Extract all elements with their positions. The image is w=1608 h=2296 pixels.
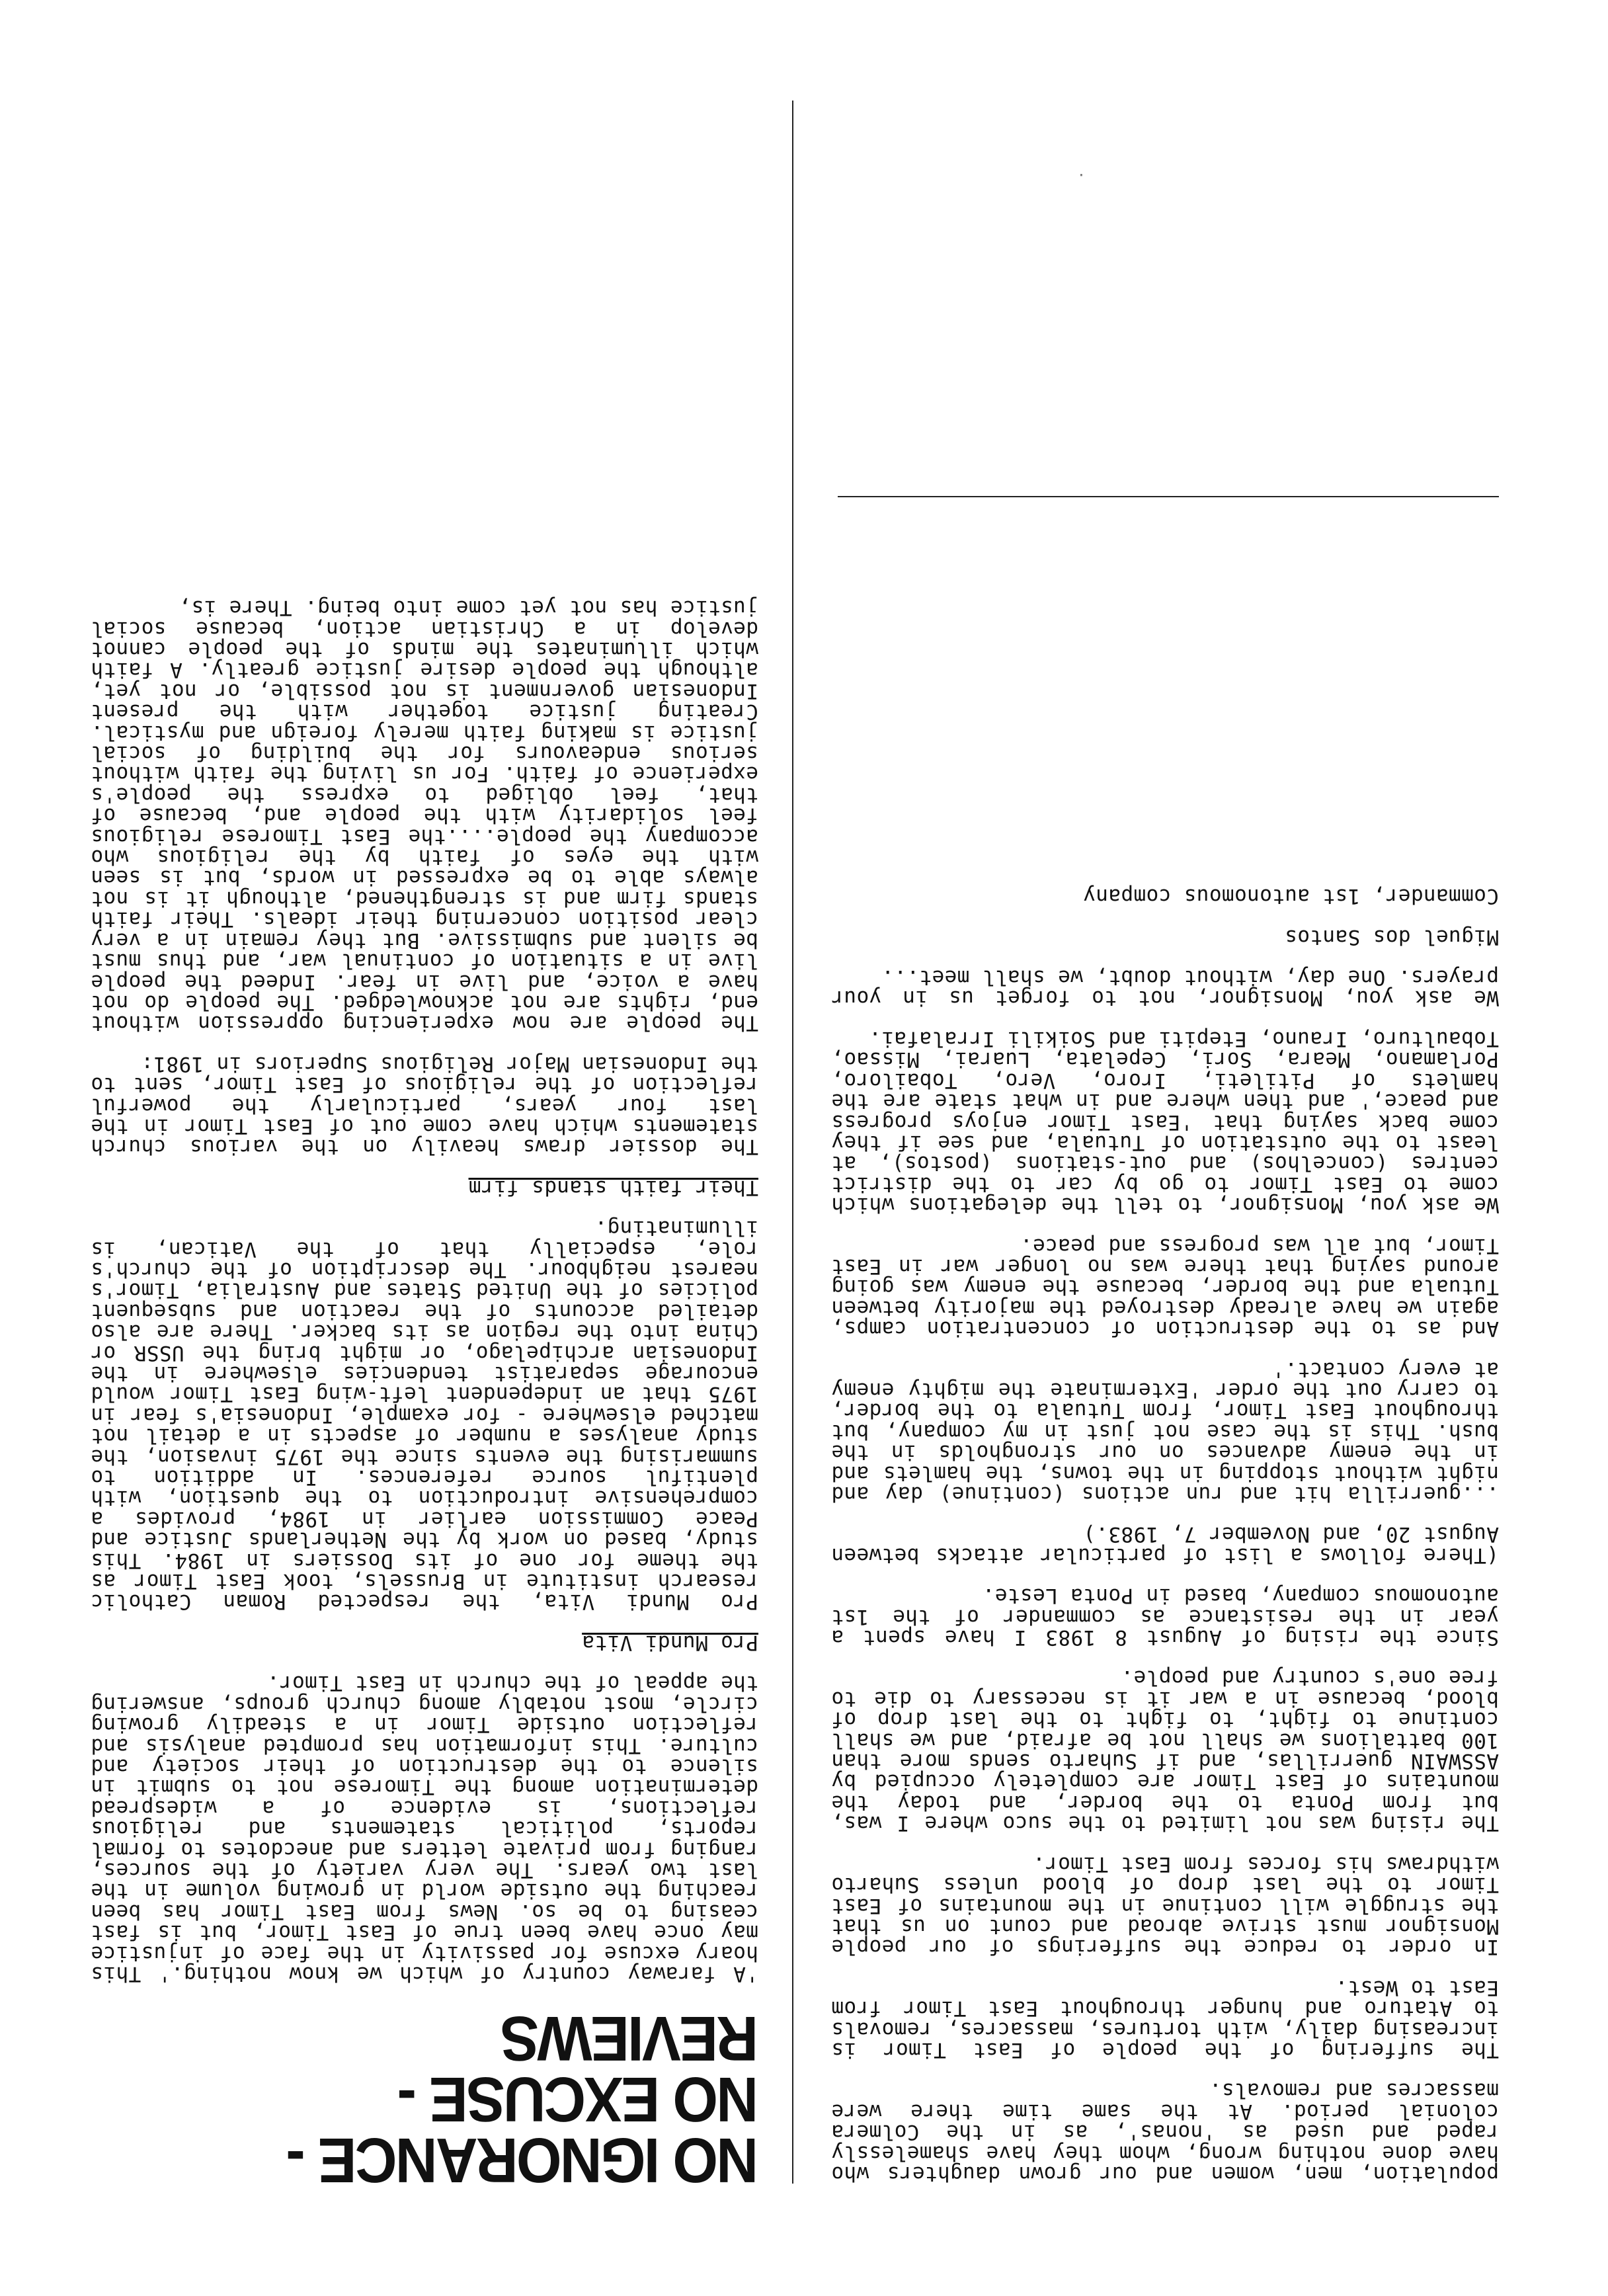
letter-paragraph-1: population, men, women and our grown daughters who have done nothing wrong, whom they have shamelessly raped and used as 'nonas', as in the Colmera colonial period. At the same time there were massacres and removals. (831, 2078, 1499, 2186)
signature-name: Miguel dos Santos (1284, 924, 1499, 949)
letter-paragraph-8: And as to the destruction of concentration camps, again we have already destroyed the majority between Tutuala and the border, because the enemy was going around saying that there was no longer war in East Timor, but all was progress and peace. (831, 1233, 1499, 1341)
right-column (91, 577, 758, 2195)
faith-paragraph-1: The dossier draws heavily on the various church statements which have come out of East Timor in the last four years, particularly the powerful reflection of the religious of East Timor, sent to the Indonesian Major Religious Superiors in 1981: (91, 1051, 758, 1159)
left-column (831, 866, 1499, 2184)
letter-paragraph-4: The rising was not limited to the suco where I was, but from Ponta to the border, and today the mountains of East Timor are completely occupied by ASSWAIN guerrillas, and if Suharto sends more than 100 battalions we shall not be afraid, and we shall continue to fight, to fight to the last drop of blood, because in a war it is necessary to die to free one's country and people. (831, 1666, 1499, 1836)
signature-divider (838, 496, 1499, 497)
letter-paragraph-6: (There follows a list of particular attacks between August 20, and November 7, 1983.) (831, 1522, 1499, 1567)
letter-paragraph-10: We ask you, Monsignor, not to forget us in your prayers. One day, without doubt, we shall meet... (831, 965, 1499, 1010)
letter-paragraph-5: Since the rising of August 8 1983 I have spent a year in the resistance as commander of the 1st autonomous company, based in Ponta Leste. (831, 1584, 1499, 1650)
pro-mundi-paragraph: Pro Mundi Vita, the respected Roman Catholic research institute in Brussels, took East Timor as the theme for one of its Dossiers in 1984. This study, based on work by the Netherlands Justice and Peace Commission earlier in 1984, provides a comprehensive introduction to the question, with plentiful source references. In addition to summarising the events since the 1975 invasion, the study analyses a number of aspects in a detail not matched elsewhere - for example, Indonesia's fear in 1975 that an independent left-wing East Timor would encourage separatist tendencies elsewhere in the Indonesian archipelago, or might bring the USSR or China into the region as its backer. There are also detailed accounts of the reaction and subsequent policies of the United States and Australia, Timor's nearest neighbour. The description of the church's role, especially that of the Vatican, is illuminating. (91, 1216, 758, 1614)
headline-line-2: NO EXCUSE - (399, 2064, 758, 2135)
page-speck: . (1076, 170, 1086, 186)
headline-line-1: NO IGNORANCE - (287, 2125, 758, 2195)
section-heading-faith: Their faith stands firm (468, 1175, 758, 1200)
faith-paragraph-2: The people are now experiencing oppression without end, rights are not acknowledged. The people do not have a voice, and live in fear. Indeed the people live in a situation of continual war, and thus must be silent and submissive. But they remain in a very clear position concerning their ideals. Their faith stands firm and is strengthened, although it is not always able to be expressed in words, but is seen with the eyes of faith by the religious who accompany the people....the East Timorese religious feel solidarity with the people and, because of that, feel obliged to express the people's experience of faith. For us living the faith without serious endeavours for the building of social justice is making faith merely foreign and mystical. Creating justice together with the present Indonesian government is not possible, or not yet, although the people desire justice greatly. A faith which illuminates the minds of the people cannot develop in a Christian action, because social justice has not yet come into being. There is, (91, 596, 758, 1036)
column-divider (792, 101, 793, 2184)
letter-paragraph-9: We ask you, Monsignor, to tell the delegations which come to East Timor to go by car to the district centres (concelhos) and out-stations (postos), at least to the outstation of Tutuala, and see if they come back saying that 'East Timor enjoys progress and peace,' and then where and in what state are the hamlets of Pitileti, Iroro, Vero, Tobailoro, Porlamano, Meara, Sori, Cepelata, Luarai, Missao, Tobaulturo, Irauno, Etepiti and Soikili Irralafai. (831, 1026, 1499, 1217)
section-heading-pro-mundi-vita: Pro Mundi Vita (582, 1630, 758, 1655)
headline-line-3: REVIEWS (502, 2003, 758, 2074)
letter-paragraph-2: The suffering of the people of East Timor is increasing daily, with tortures, massacres, removals to Ataturo and hunger throughout East Timor from East to West. (831, 1975, 1499, 2062)
letter-paragraph-3: In order to reduce the sufferings of our people Monsignor must strive abroad and count on us that the struggle will continue in the mountains of East Timor to the last drop of blood unless Suharto withdraws his forces from East Timor. (831, 1852, 1499, 1959)
headline (144, 2003, 758, 2195)
letter-paragraph-7: ...guerrilla hit and run actions (continue) day and night without stopping in the towns, the hamlets and in the enemy advances on our strongholds in the bush. This is the case not just in my company, but throughout East Timor, from Tutuala to the border, to carry out the order 'Exterminate the mighty enemy at every contact.' (831, 1357, 1499, 1506)
intro-paragraph: 'A faraway country of which we know nothing.' This hoary excuse for passivity in the face of injustice may once have been true of East Timor, but is fast ceasing to be so. News from East Timor has been reaching the outside world in growing volume in the last two years. The very variety of the sources, ranging from private letters and anecdotes to formal reports, political statements and religious reflections, is evidence of a widespread determination among the Timorese not to submit in silence to the destruction of their society and culture. This information has prompted analysis and reflection outside Timor in a steadily growing circle, most notably among church groups, answering the appeal of the church in East Timor. (91, 1671, 758, 1986)
signature-title: Commander, 1st autonomous company (1082, 884, 1499, 909)
